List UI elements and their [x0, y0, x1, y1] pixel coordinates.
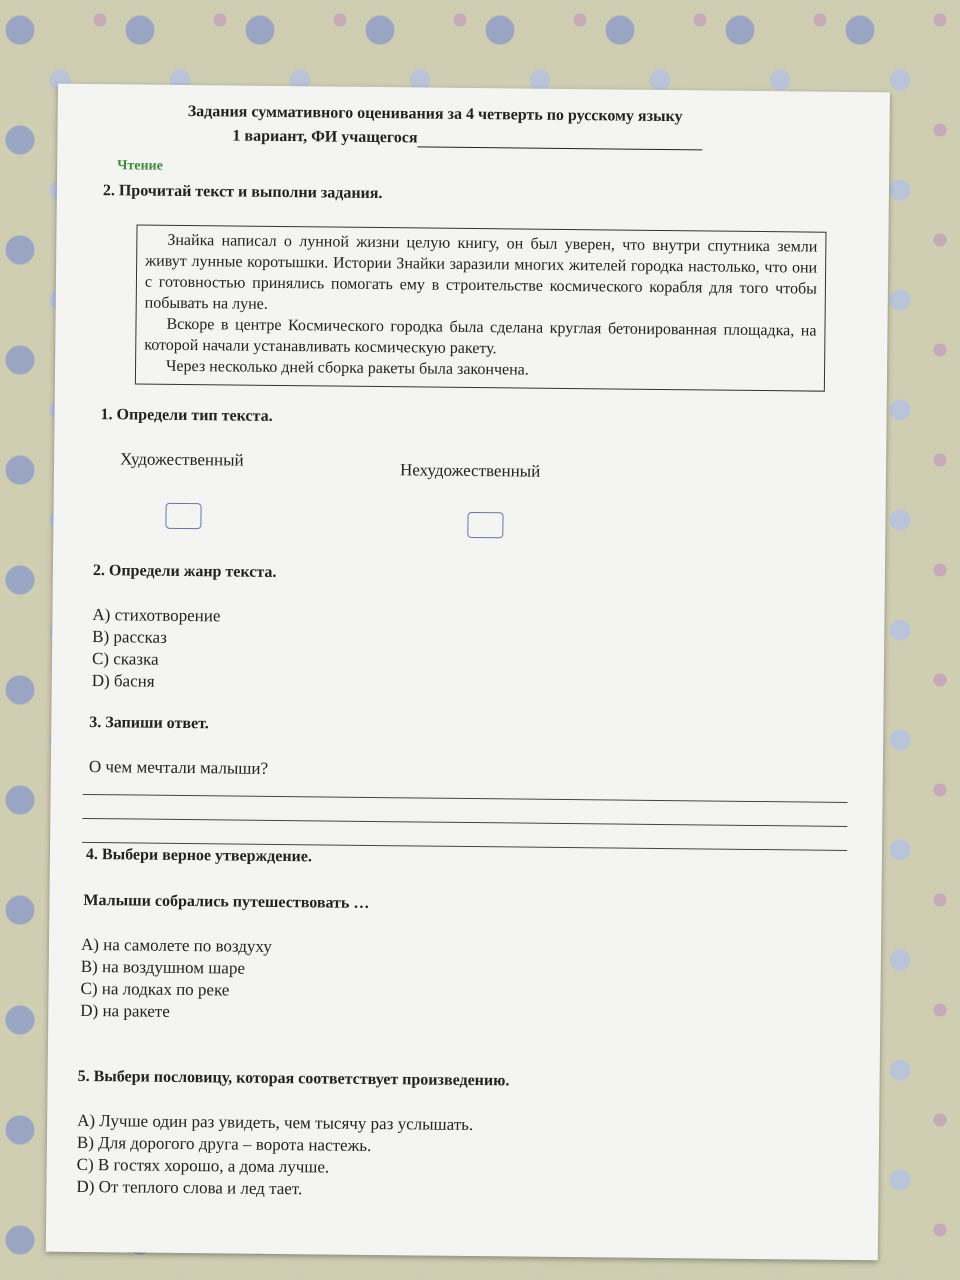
reading-paragraph: Через несколько дней сборка ракеты была закончена. [165, 357, 529, 379]
q3-prompt: О чем мечтали малыши? [88, 757, 269, 778]
q5-option[interactable]: C) В гостях хорошо, а дома лучше. [76, 1154, 330, 1177]
q2-title: 2. Определи жанр текста. [92, 562, 277, 581]
q2-option[interactable]: B) рассказ [92, 627, 167, 647]
section-label: Чтение [117, 158, 163, 174]
worksheet-title: Задания суммативного оценивания за 4 четверть по русскому языку [187, 103, 683, 126]
q4-options [80, 934, 272, 1024]
q4-option[interactable]: D) на ракете [80, 1000, 170, 1021]
variant-label: 1 вариант, ФИ учащегося [232, 127, 418, 147]
q1-choice-b-label: Нехудожественный [399, 460, 541, 481]
q1-choice-a-label: Художественный [119, 449, 244, 470]
q4-option[interactable]: C) на лодках по реке [80, 978, 230, 1000]
student-name-blank[interactable] [417, 132, 702, 150]
q1-choice-a-checkbox[interactable] [165, 503, 201, 529]
q5-option[interactable]: D) От теплого слова и лед тает. [76, 1176, 303, 1199]
answer-line[interactable] [83, 794, 848, 803]
instruction: 2. Прочитай текст и выполни задания. [102, 182, 383, 203]
q2-option[interactable]: A) стихотворение [92, 605, 221, 626]
variant-line [232, 127, 702, 150]
worksheet-page [46, 84, 890, 1261]
q2-option[interactable]: C) сказка [91, 649, 159, 669]
q5-option[interactable]: A) Лучше один раз увидеть, чем тысячу раз услышать. [77, 1110, 474, 1135]
reading-paragraph: Знайка написал о лунной жизни целую книгу, он был уверен, что внутри спутника земли живут лунные коротышки. Истории Знайки заразили многих жителей городка настолько, что они с готовностью принялись помогать ему в строительстве космического корабля для того чтобы побывать на луне. [144, 231, 818, 313]
q4-title: 4. Выбери верное утверждение. [85, 845, 312, 866]
q3-title: 3. Запиши ответ. [89, 714, 209, 733]
q4-stem: Малыши собрались путешествовать … [83, 891, 370, 912]
q2-option[interactable]: D) басня [91, 671, 155, 691]
reading-paragraph: Вскоре в центре Космического городка была сделана круглая бетонированная площадка, на которой начали устанавливать космическую ракету. [144, 315, 817, 358]
q4-option[interactable]: A) на самолете по воздуху [80, 934, 272, 956]
q2-options [92, 604, 221, 693]
q5-option[interactable]: B) Для дорогого друга – ворота настежь. [76, 1132, 372, 1155]
q5-title: 5. Выбери пословицу, которая соответствует произведению. [77, 1067, 510, 1090]
q1-choice-b-checkbox[interactable] [467, 512, 503, 538]
q1-title: 1. Определи тип текста. [100, 406, 273, 425]
reading-text-box [135, 224, 827, 391]
q4-option[interactable]: B) на воздушном шаре [80, 956, 246, 978]
answer-line[interactable] [82, 818, 847, 827]
q5-options [76, 1110, 473, 1202]
